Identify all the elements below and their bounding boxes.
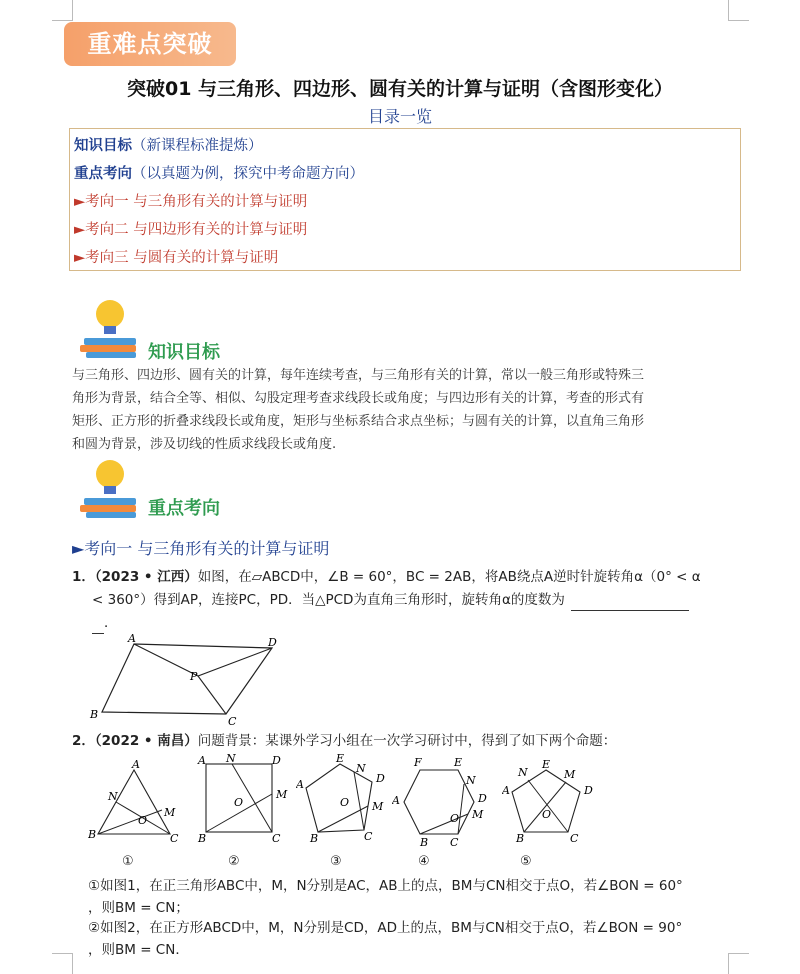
svg-text:N: N xyxy=(518,766,528,779)
figure-number-2: ② xyxy=(228,854,240,869)
figure-1-triangle xyxy=(88,758,180,848)
crop-mark-bottom-right xyxy=(728,953,749,974)
label-D: D xyxy=(268,636,277,649)
knowledge-paragraph xyxy=(72,364,732,456)
toc-item-label: 重点考向 xyxy=(74,166,132,182)
focus-section-label: 重点考向 xyxy=(148,498,220,519)
toc-item-direction-1[interactable]: ►考向一 与三角形有关的计算与证明 xyxy=(74,194,308,210)
lightbulb-books-icon xyxy=(80,296,142,362)
svg-text:O: O xyxy=(450,812,460,825)
svg-text:M: M xyxy=(564,768,576,781)
toc-item-knowledge[interactable] xyxy=(74,134,263,155)
figure-5-pentagon xyxy=(502,752,598,846)
label-C: C xyxy=(228,715,237,727)
figure-2-square xyxy=(192,752,292,846)
svg-text:D: D xyxy=(272,754,281,767)
svg-text:A: A xyxy=(198,754,206,767)
page-title: 突破01 与三角形、四边形、圆有关的计算与证明（含图形变化） xyxy=(126,78,674,100)
question-1-line-1 xyxy=(72,566,701,588)
toc-item-focus[interactable] xyxy=(74,162,364,183)
label-B: B xyxy=(90,708,99,721)
question-text: 如图，在▱ABCD中，∠B = 60°，BC = 2AB，将AB绕点A逆时针旋转角α（0° < α xyxy=(197,569,701,585)
question-number: 1． xyxy=(72,569,95,585)
toc-item-note: （新课程标准提炼） xyxy=(132,138,263,154)
figure-4-hexagon xyxy=(392,752,492,846)
toc-item-direction-2[interactable]: ►考向二 与四边形有关的计算与证明 xyxy=(74,222,308,238)
svg-text:A: A xyxy=(296,778,304,791)
question-text: ． xyxy=(104,615,118,631)
svg-text:N: N xyxy=(466,774,476,787)
question-number: 2． xyxy=(72,733,95,749)
svg-text:O: O xyxy=(234,796,244,809)
svg-text:B: B xyxy=(420,836,429,846)
toc-item-label: 知识目标 xyxy=(74,138,132,154)
toc-item-note: （以真题为例，探究中考命题方向） xyxy=(132,166,364,182)
proposition-1-line-2: ，则BM = CN； xyxy=(88,900,189,916)
svg-text:E: E xyxy=(454,756,463,769)
section-banner: 重难点突破 xyxy=(64,22,236,66)
figure-number-1: ① xyxy=(122,854,134,869)
svg-text:C: C xyxy=(450,836,459,846)
svg-text:A: A xyxy=(392,794,400,807)
svg-text:M: M xyxy=(372,800,384,813)
figure-3-pentagon xyxy=(296,752,392,846)
toc-heading: 目录一览 xyxy=(367,107,432,126)
knowledge-section-header xyxy=(80,296,300,363)
focus-section-header xyxy=(80,456,300,519)
crop-mark-top-right xyxy=(728,0,749,21)
question-1-line-2 xyxy=(92,589,689,611)
svg-text:F: F xyxy=(414,756,422,769)
svg-text:M: M xyxy=(472,808,484,821)
question-text: < 360°）得到AP，连接PC，PD．当△PCD为直角三角形时，旋转角α的度数为 xyxy=(92,592,565,608)
paragraph-line: 角形为背景，结合全等、相似、勾股定理考查求线段长或角度；与四边形有关的计算，考查的形式有 xyxy=(72,391,645,406)
svg-text:N: N xyxy=(226,752,236,765)
question-text: 问题背景：某课外学习小组在一次学习研讨中，得到了如下两个命题： xyxy=(197,733,617,749)
toc-box xyxy=(69,128,741,271)
direction-1-heading: ►考向一 与三角形有关的计算与证明 xyxy=(72,539,330,558)
svg-text:M: M xyxy=(164,806,176,819)
svg-text:O: O xyxy=(138,814,148,827)
proposition-2-line-1: ②如图2，在正方形ABCD中，M，N分别是CD，AD上的点，BM与CN相交于点O，若∠BON = 90° xyxy=(88,920,683,936)
svg-text:N: N xyxy=(108,790,118,803)
knowledge-section-label: 知识目标 xyxy=(148,342,220,363)
question-2-intro xyxy=(72,730,616,752)
svg-text:D: D xyxy=(584,784,593,797)
crop-mark-bottom-left xyxy=(52,953,73,974)
svg-text:O: O xyxy=(340,796,350,809)
svg-text:M: M xyxy=(276,788,288,801)
svg-text:D: D xyxy=(376,772,385,785)
proposition-1-line-1: ①如图1，在正三角形ABC中，M，N分别是AC，AB上的点，BM与CN相交于点O，若∠BON = 60° xyxy=(88,878,683,894)
svg-text:B: B xyxy=(310,832,319,845)
figure-number-5: ⑤ xyxy=(520,854,532,869)
label-A: A xyxy=(128,632,136,645)
svg-text:C: C xyxy=(364,830,373,843)
figure-number-4: ④ xyxy=(418,854,430,869)
answer-blank[interactable] xyxy=(571,596,689,611)
svg-text:A: A xyxy=(132,758,140,771)
paragraph-line: 和圆为背景，涉及切线的性质求线段长或角度. xyxy=(72,437,337,452)
question-source: （2023 • 江西） xyxy=(94,569,198,585)
svg-text:E: E xyxy=(336,752,345,765)
svg-text:B: B xyxy=(198,832,207,845)
svg-text:A: A xyxy=(502,784,510,797)
svg-text:B: B xyxy=(516,832,525,845)
svg-text:N: N xyxy=(356,762,366,775)
svg-text:B: B xyxy=(88,828,97,841)
svg-text:D: D xyxy=(478,792,487,805)
figure-number-3: ③ xyxy=(330,854,342,869)
label-P: P xyxy=(190,670,198,683)
paragraph-line: 矩形、正方形的折叠求线段长或角度，矩形与坐标系结合求点坐标；与圆有关的计算，以直角三角形 xyxy=(72,414,645,429)
svg-text:C: C xyxy=(170,832,179,845)
proposition-2-line-2: ，则BM = CN． xyxy=(88,942,189,958)
question-1-line-3 xyxy=(92,612,118,634)
svg-text:C: C xyxy=(570,832,579,845)
svg-text:C: C xyxy=(272,832,281,845)
paragraph-line: 与三角形、四边形、圆有关的计算，每年连续考查，与三角形有关的计算，常以一般三角形或特殊三 xyxy=(72,368,645,383)
parallelogram-figure xyxy=(86,632,286,727)
crop-mark-top-left xyxy=(52,0,73,21)
question-source: （2022 • 南昌） xyxy=(94,733,198,749)
lightbulb-books-icon xyxy=(80,456,142,522)
svg-text:O: O xyxy=(542,808,552,821)
toc-item-direction-3[interactable]: ►考向三 与圆有关的计算与证明 xyxy=(74,250,279,266)
svg-text:E: E xyxy=(542,758,551,771)
